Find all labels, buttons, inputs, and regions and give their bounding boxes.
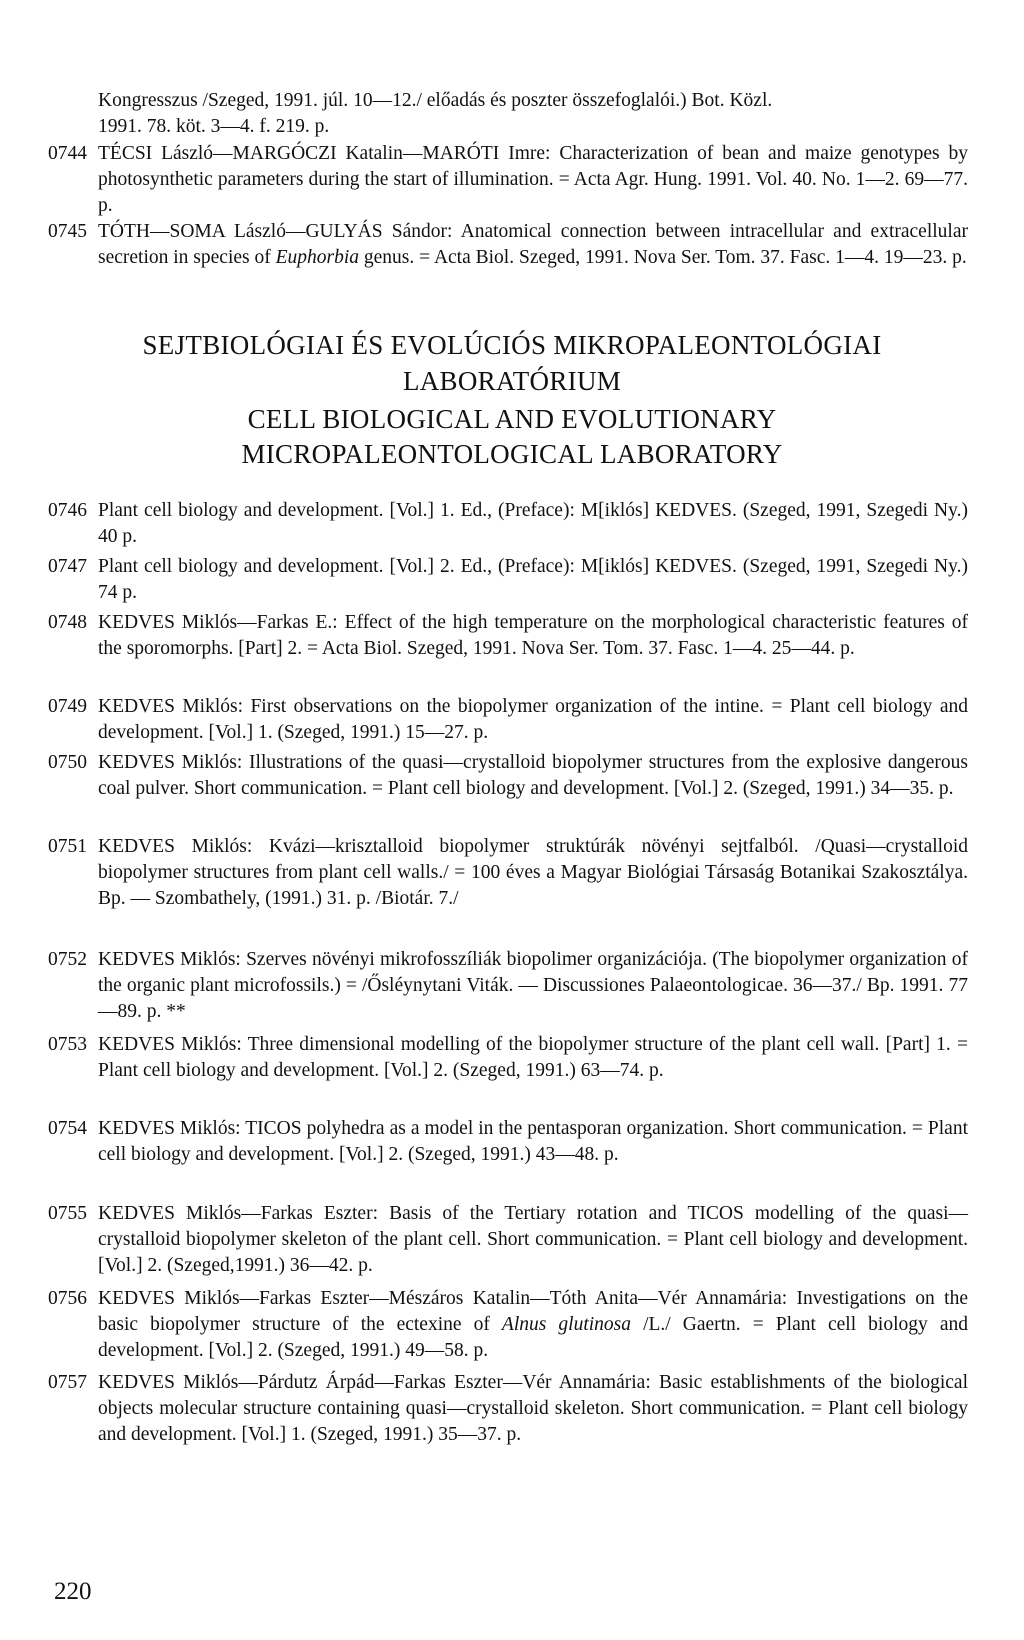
italic-taxon: Alnus glutinosa bbox=[501, 1314, 631, 1335]
entry-number: 0748 bbox=[48, 612, 87, 633]
continuation-text bbox=[98, 88, 968, 140]
section-heading-en-1: CELL BIOLOGICAL AND EVOLUTIONARY bbox=[247, 404, 777, 434]
entry-number: 0750 bbox=[48, 752, 87, 773]
entry-number: 0757 bbox=[48, 1372, 87, 1393]
continuation-line-2: 1991. 78. köt. 3—4. f. 219. p. bbox=[98, 116, 330, 137]
entry-number: 0745 bbox=[48, 221, 87, 242]
entry-number: 0755 bbox=[48, 1203, 87, 1224]
entry-text: KEDVES Miklós: Szerves növényi mikrofosszíliák biopolimer organizációja. (The biopolymer organization of the organic plant microfossils.) = /Ősléynytani Viták. — Discussiones Palaeontologicae. 36—37./ Bp. 1991. 77—89. p. ** bbox=[98, 949, 968, 1022]
entry-text: Plant cell biology and development. [Vol.] 2. Ed., (Preface): M[iklós] KEDVES. (Szeged, 1991, Szegedi Ny.) 74 p. bbox=[98, 556, 968, 603]
section-heading-hu-1: SEJTBIOLÓGIAI ÉS EVOLÚCIÓS MIKROPALEONTOLÓGIAI bbox=[142, 330, 882, 360]
entry-text: KEDVES Miklós: TICOS polyhedra as a model in the pentasporan organization. Short communication. = Plant cell biology and development. [Vol.] 2. (Szeged, 1991.) 43—48. p. bbox=[98, 1118, 968, 1165]
entry-number: 0756 bbox=[48, 1288, 87, 1309]
continuation-line-1: Kongresszus /Szeged, 1991. júl. 10—12./ előadás és poszter összefoglalói.) Bot. Közl. bbox=[98, 90, 773, 111]
entry-text: TÉCSI László—MARGÓCZI Katalin—MARÓTI Imre: Characterization of bean and maize genotypes by photosynthetic parameters during the start of illumination. = Acta Agr. Hung. 1991. Vol. 40. No. 1—2. 69—77. p. bbox=[98, 143, 968, 216]
entry-text: KEDVES Miklós: Kvázi—krisztalloid biopolymer struktúrák növényi sejtfalból. /Quasi—crystalloid biopolymer structures from plant cell walls./ = 100 éves a Magyar Biológiai Társaság Botanikai Szakosztálya. Bp. — Szombathely, (1991.) 31. p. /Biotár. 7./ bbox=[98, 836, 968, 909]
entry-text: KEDVES Miklós—Farkas E.: Effect of the high temperature on the morphological characteristic features of the sporomorphs. [Part] 2. = Acta Biol. Szeged, 1991. Nova Ser. Tom. 37. Fasc. 1—4. 25—44. p. bbox=[98, 612, 968, 659]
section-heading-hu-2: LABORATÓRIUM bbox=[402, 366, 622, 396]
entry-text: TÓTH—SOMA László—GULYÁS Sándor: Anatomical connection between intracellular and extracellular secretion in species of Euphorbia genus. = Acta Biol. Szeged, 1991. Nova Ser. Tom. 37. Fasc. 1—4. 19—23. p. bbox=[98, 221, 968, 268]
page-number: 220 bbox=[54, 1578, 92, 1605]
entry-number: 0754 bbox=[48, 1118, 87, 1139]
entry-text: KEDVES Miklós—Párdutz Árpád—Farkas Eszter—Vér Annamária: Basic establishments of the biological objects molecular structure containing quasi—crystalloid skeleton. Short communication. = Plant cell biology and development. [Vol.] 1. (Szeged, 1991.) 35—37. p. bbox=[98, 1372, 968, 1445]
entry-number: 0751 bbox=[48, 836, 87, 857]
italic-taxon: Euphorbia bbox=[275, 247, 360, 268]
entry-number: 0746 bbox=[48, 500, 87, 521]
entry-number: 0749 bbox=[48, 696, 87, 717]
entry-text: KEDVES Miklós—Farkas Eszter: Basis of the Tertiary rotation and TICOS modelling of the quasi—crystalloid biopolymer skeleton of the plant cell. Short communication. = Plant cell biology and development. [Vol.] 2. (Szeged,1991.) 36—42. p. bbox=[98, 1203, 968, 1276]
entry-text: KEDVES Miklós: Three dimensional modelling of the biopolymer structure of the plant cell wall. [Part] 1. = Plant cell biology and development. [Vol.] 2. (Szeged, 1991.) 63—74. p. bbox=[98, 1034, 968, 1081]
entry-number: 0747 bbox=[48, 556, 87, 577]
entry-text: KEDVES Miklós: First observations on the biopolymer organization of the intine. = Plant cell biology and development. [Vol.] 1. (Szeged, 1991.) 15—27. p. bbox=[98, 696, 968, 743]
section-heading-en-2: MICROPALEONTOLOGICAL LABORATORY bbox=[241, 439, 783, 469]
entry-text: KEDVES Miklós: Illustrations of the quasi—crystalloid biopolymer structures from the explosive dangerous coal pulver. Short communication. = Plant cell biology and development. [Vol.] 2. (Szeged, 1991.) 34—35. p. bbox=[98, 752, 968, 799]
entry-number: 0752 bbox=[48, 949, 87, 970]
entry-text: Plant cell biology and development. [Vol.] 1. Ed., (Preface): M[iklós] KEDVES. (Szeged, 1991, Szegedi Ny.) 40 p. bbox=[98, 500, 968, 547]
entry-number: 0753 bbox=[48, 1034, 87, 1055]
entry-number: 0744 bbox=[48, 143, 87, 164]
entry-text: KEDVES Miklós—Farkas Eszter—Mészáros Katalin—Tóth Anita—Vér Annamária: Investigations on the basic biopolymer structure of the ectexine of Alnus glutinosa /L./ Gaertn. = Plant cell biology and development. [Vol.] 2. (Szeged, 1991.) 49—58. p. bbox=[98, 1288, 968, 1361]
